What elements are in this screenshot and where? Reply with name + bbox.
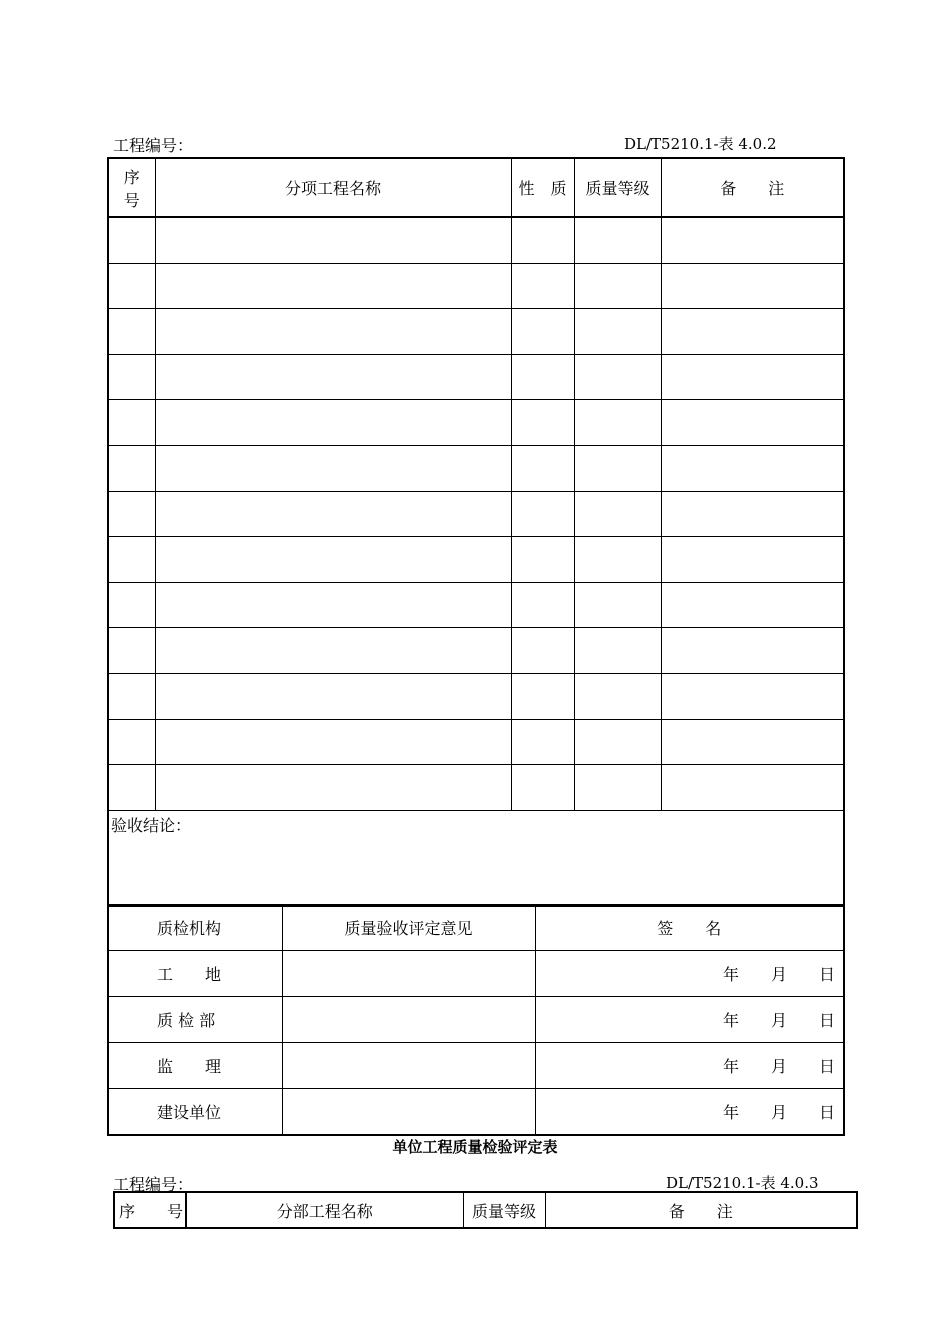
header-seq-line2: 号 (123, 190, 140, 210)
remarks-cell[interactable] (661, 719, 844, 765)
header-nature: 性 质 (511, 158, 574, 217)
grade-cell[interactable] (574, 217, 661, 263)
grade-cell[interactable] (574, 537, 661, 583)
org-label: 监 理 (108, 1043, 282, 1089)
signature-row (108, 951, 844, 997)
conclusion-label: 验收结论： (111, 815, 192, 835)
signature-row (108, 997, 844, 1043)
table-header-row (108, 158, 844, 217)
item-name-cell[interactable] (155, 673, 511, 719)
grade-cell[interactable] (574, 491, 661, 537)
form2-header-division-name: 分部工程名称 (186, 1192, 463, 1228)
table-row (108, 263, 844, 309)
date-cell[interactable]: 年 月 日 (535, 951, 844, 997)
date-cell[interactable]: 年 月 日 (535, 997, 844, 1043)
grade-cell[interactable] (574, 263, 661, 309)
conclusion-row (108, 810, 844, 906)
remarks-cell[interactable] (661, 491, 844, 537)
table-row (108, 765, 844, 811)
table-row (108, 445, 844, 491)
conclusion-cell[interactable] (108, 810, 844, 906)
table-row (108, 673, 844, 719)
remarks-cell[interactable] (661, 765, 844, 811)
remarks-cell[interactable] (661, 628, 844, 674)
header-inspection-org: 质检机构 (108, 905, 282, 951)
nature-cell[interactable] (511, 719, 574, 765)
seq-cell[interactable] (108, 491, 155, 537)
header-seq (108, 158, 155, 217)
opinion-cell[interactable] (282, 997, 535, 1043)
form2-title: 单位工程质量检验评定表 (392, 1138, 558, 1156)
grade-cell[interactable] (574, 765, 661, 811)
header-signature: 签 名 (535, 905, 844, 951)
remarks-cell[interactable] (661, 263, 844, 309)
item-name-cell[interactable] (155, 628, 511, 674)
nature-cell[interactable] (511, 537, 574, 583)
item-name-cell[interactable] (155, 263, 511, 309)
grade-cell[interactable] (574, 719, 661, 765)
standard-code: DL/T5210.1-表 4.0.2 (624, 135, 777, 153)
sub-item-table (107, 157, 845, 907)
nature-cell[interactable] (511, 491, 574, 537)
signature-header-row (108, 905, 844, 951)
item-name-cell[interactable] (155, 309, 511, 355)
date-cell[interactable]: 年 月 日 (535, 1043, 844, 1089)
seq-cell[interactable] (108, 765, 155, 811)
date-cell[interactable]: 年 月 日 (535, 1089, 844, 1136)
nature-cell[interactable] (511, 445, 574, 491)
nature-cell[interactable] (511, 673, 574, 719)
remarks-cell[interactable] (661, 537, 844, 583)
item-name-cell[interactable] (155, 354, 511, 400)
table-row (108, 354, 844, 400)
signature-table (107, 904, 845, 1136)
header-seq-line1: 序 (123, 167, 140, 187)
table-row (108, 719, 844, 765)
header-quality-grade: 质量等级 (574, 158, 661, 217)
form2-header-row (114, 1192, 857, 1228)
item-name-cell[interactable] (155, 217, 511, 263)
seq-cell[interactable] (108, 537, 155, 583)
grade-cell[interactable] (574, 628, 661, 674)
seq-cell[interactable] (108, 445, 155, 491)
item-name-cell[interactable] (155, 537, 511, 583)
remarks-cell[interactable] (661, 400, 844, 446)
remarks-cell[interactable] (661, 354, 844, 400)
grade-cell[interactable] (574, 309, 661, 355)
grade-cell[interactable] (574, 582, 661, 628)
seq-cell[interactable] (108, 309, 155, 355)
table-row (108, 537, 844, 583)
item-name-cell[interactable] (155, 400, 511, 446)
table-row (108, 309, 844, 355)
form2-standard-code: DL/T5210.1-表 4.0.3 (666, 1174, 819, 1192)
project-no-label: 工程编号： (113, 136, 194, 155)
header-item-name: 分项工程名称 (155, 158, 511, 217)
form2-header-quality-grade: 质量等级 (463, 1192, 545, 1228)
nature-cell[interactable] (511, 217, 574, 263)
nature-cell[interactable] (511, 263, 574, 309)
opinion-cell[interactable] (282, 1089, 535, 1136)
nature-cell[interactable] (511, 354, 574, 400)
item-name-cell[interactable] (155, 719, 511, 765)
seq-cell[interactable] (108, 354, 155, 400)
table-row (108, 400, 844, 446)
nature-cell[interactable] (511, 582, 574, 628)
remarks-cell[interactable] (661, 309, 844, 355)
form2-header-seq: 序 号 (114, 1192, 186, 1228)
remarks-cell[interactable] (661, 217, 844, 263)
form2-project-no-label: 工程编号： (113, 1175, 194, 1194)
nature-cell[interactable] (511, 309, 574, 355)
item-name-cell[interactable] (155, 445, 511, 491)
table-row (108, 582, 844, 628)
org-label: 工 地 (108, 951, 282, 997)
item-name-cell[interactable] (155, 765, 511, 811)
remarks-cell[interactable] (661, 445, 844, 491)
item-name-cell[interactable] (155, 491, 511, 537)
seq-cell[interactable] (108, 263, 155, 309)
signature-row (108, 1043, 844, 1089)
grade-cell[interactable] (574, 445, 661, 491)
form2-header-remarks: 备 注 (545, 1192, 857, 1228)
nature-cell[interactable] (511, 628, 574, 674)
table-row (108, 628, 844, 674)
header-remarks: 备 注 (661, 158, 844, 217)
nature-cell[interactable] (511, 765, 574, 811)
grade-cell[interactable] (574, 400, 661, 446)
opinion-cell[interactable] (282, 1043, 535, 1089)
remarks-cell[interactable] (661, 673, 844, 719)
remarks-cell[interactable] (661, 582, 844, 628)
division-table (113, 1191, 858, 1229)
table-row (108, 491, 844, 537)
org-label: 建设单位 (108, 1089, 282, 1136)
header-acceptance-opinion: 质量验收评定意见 (282, 905, 535, 951)
grade-cell[interactable] (574, 354, 661, 400)
seq-cell[interactable] (108, 582, 155, 628)
seq-cell[interactable] (108, 719, 155, 765)
table-row (108, 217, 844, 263)
seq-cell[interactable] (108, 628, 155, 674)
nature-cell[interactable] (511, 400, 574, 446)
item-name-cell[interactable] (155, 582, 511, 628)
signature-row (108, 1089, 844, 1136)
grade-cell[interactable] (574, 673, 661, 719)
seq-cell[interactable] (108, 400, 155, 446)
org-label: 质 检 部 (108, 997, 282, 1043)
seq-cell[interactable] (108, 673, 155, 719)
opinion-cell[interactable] (282, 951, 535, 997)
seq-cell[interactable] (108, 217, 155, 263)
